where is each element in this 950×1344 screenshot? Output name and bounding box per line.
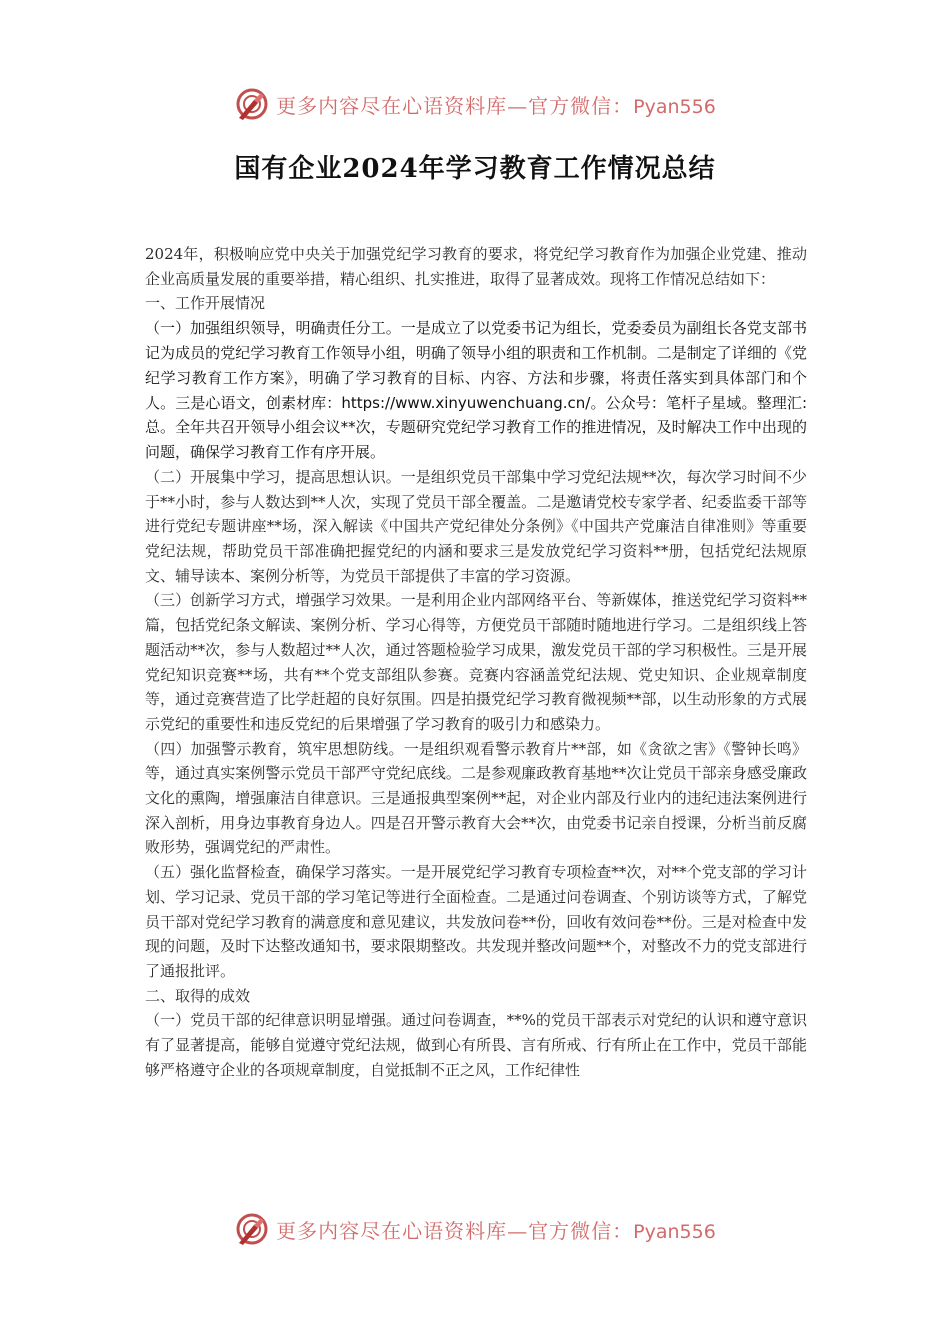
wechat-id: Pyan556: [633, 95, 716, 118]
section-heading-2: 二、取得的成效: [145, 986, 251, 1005]
document-title: 国有企业2024年学习教育工作情况总结: [234, 154, 716, 184]
paragraph-1-2: （二）开展集中学习，提高思想认识。一是组织党员干部集中学习党纪法规**次，每次学习时间不少于**小时，参与人数达到**人次，实现了党员干部全覆盖。二是邀请党校专家学者、纪委监委干部等进行党纪专题讲座**场，深入解读《中国共产党纪律处分条例》《中国共产党廉洁自律准则》等重要党纪法规，帮助党员干部准确把握党纪的内涵和要求三是发放党纪学习资料**册，包括党纪法规原文、辅导读本、案例分析等，为党员干部提供了丰富的学习资源。: [145, 467, 807, 585]
header-banner: [0, 82, 950, 126]
paragraph-1-1: （一）加强组织领导，明确责任分工。一是成立了以党委书记为组长，党委委员为副组长各党支部书记为成员的党纪学习教育工作领导小组，明确了领导小组的职责和工作机制。二是制定了详细的《党纪学习教育工作方案》，明确了学习教育的目标、内容、方法和步骤，将责任落实到具体部门和个人。三是心语文，创素材库：https://www.xinyuwenchuang.cn/。公众号：笔杆子星域。整理汇:总。全年共召开领导小组会议**次，专题研究党纪学习教育工作的推进情况，及时解决工作中出现的问题，确保学习教育工作有序开展。: [145, 319, 807, 462]
paragraph-1-4: （四）加强警示教育，筑牢思想防线。一是组织观看警示教育片**部，如《贪欲之害》《警钟长鸣》等，通过真实案例警示党员干部严守党纪底线。二是参观廉政教育基地**次让党员干部亲身感受廉政文化的熏陶，增强廉洁自律意识。三是通报典型案例**起，对企业内部及行业内的违纪违法案例进行深入剖析，用身边事教育身边人。四是召开警示教育大会**次，由党委书记亲自授课，分析当前反腐败形势，强调党纪的严肃性。: [145, 739, 807, 857]
footer-banner: [0, 1207, 950, 1251]
paragraph-2-1: （一）党员干部的纪律意识明显增强。通过问卷调查，**%的党员干部表示对党纪的认识和遵守意识有了显著提高，能够自觉遵守党纪法规，做到心有所畏、言有所戒、行有所止在工作中，党员干部能够严格遵守企业的各项规章制度，自觉抵制不正之风，工作纪律性: [145, 1011, 807, 1079]
paragraph-intro: 2024年，积极响应党中央关于加强党纪学习教育的要求，将党纪学习教育作为加强企业党建、推动企业高质量发展的重要举措，精心组织、扎实推进，取得了显著成效。现将工作情况总结如下：: [145, 245, 807, 288]
banner-text: 更多内容尽在心语资料库—官方微信：Pyan556: [276, 1218, 716, 1243]
section-heading-1: 一、工作开展情况: [145, 294, 266, 313]
document-body: [145, 242, 807, 1082]
pen-circle-icon: [234, 86, 270, 122]
pen-circle-icon: [234, 1211, 270, 1247]
paragraph-1-3: （三）创新学习方式，增强学习效果。一是利用企业内部网络平台、等新媒体，推送党纪学习资料**篇，包括党纪条文解读、案例分析、学习心得等，方便党员干部随时随地进行学习。二是组织线上答题活动**次，参与人数超过**人次，通过答题检验学习成果，激发党员干部的学习积极性。三是开展党纪知识竞赛**场，共有**个党支部组队参赛。竞赛内容涵盖党纪法规、党史知识、企业规章制度等，通过竞赛营造了比学赶超的良好氛围。四是拍摄党纪学习教育微视频**部，以生动形象的方式展示党纪的重要性和违反党纪的后果增强了学习教育的吸引力和感染力。: [145, 591, 807, 733]
paragraph-1-5: （五）强化监督检查，确保学习落实。一是开展党纪学习教育专项检查**次，对**个党支部的学习计划、学习记录、党员干部的学习笔记等进行全面检查。二是通过问卷调查、个别访谈等方式，了解党员干部对党纪学习教育的满意度和意见建议，共发放问卷**份，回收有效问卷**份。三是对检查中发现的问题，及时下达整改通知书，要求限期整改。共发现并整改问题**个，对整改不力的党支部进行了通报批评。: [145, 863, 807, 980]
wechat-id: Pyan556: [633, 1220, 716, 1243]
banner-text: 更多内容尽在心语资料库—官方微信：Pyan556: [276, 93, 716, 118]
